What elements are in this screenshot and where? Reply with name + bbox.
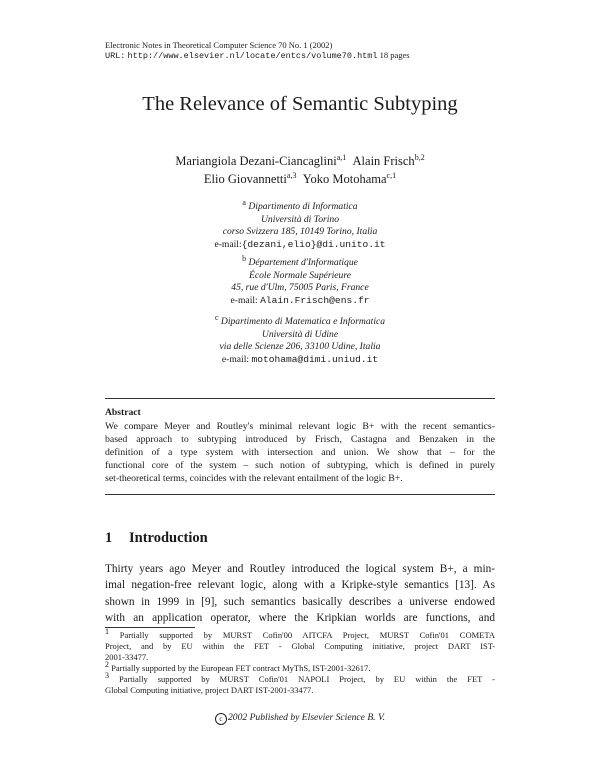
footnote-3 bbox=[105, 671, 495, 696]
section-title: Introduction bbox=[129, 530, 208, 546]
page-count: 18 pages bbox=[379, 50, 410, 60]
abstract-line: set-theoretical terms, coincides with the relevant entailment of the logic B+. bbox=[105, 473, 403, 484]
abstract-top-rule bbox=[105, 398, 495, 399]
body-line: Thirty years ago Meyer and Routley introduced the logical system B+, a min- bbox=[105, 563, 495, 575]
footnote-line: Global Computing initiative, project DART IST-2001-33477. bbox=[105, 684, 314, 695]
email-address: Alain.Frisch@ens.fr bbox=[260, 294, 370, 306]
affiliation-dept: Département d'Informatique bbox=[248, 257, 358, 268]
author-name: Alain Frisch bbox=[352, 154, 415, 168]
copyright-footer bbox=[0, 712, 600, 725]
journal-name: Electronic Notes in Theoretical Computer Science 70 No. 1 (2002) bbox=[105, 40, 333, 50]
journal-line bbox=[105, 40, 332, 50]
footnote-line: 2001-33477. bbox=[105, 651, 149, 662]
affiliation-mark: c bbox=[214, 312, 219, 322]
footnote-line: Project, and by EU within the FET - Global Computing initiative, project DART IST- bbox=[105, 640, 495, 651]
footnote-rule bbox=[105, 627, 195, 628]
abstract-bottom-rule bbox=[105, 494, 495, 495]
copyright-icon: c bbox=[215, 713, 227, 725]
affiliation-dept: Dipartimento di Matematica e Informatica bbox=[220, 316, 386, 327]
affiliation-inst: Università di Torino bbox=[260, 213, 339, 225]
footnote-line: Partially supported by MURST Cofin'01 NAPOLI Project, by EU within the FET - bbox=[118, 674, 495, 684]
footnote-mark: 2 bbox=[105, 660, 109, 670]
affiliation-addr: 45, rue d'Ulm, 75005 Paris, France bbox=[231, 282, 369, 293]
section-heading bbox=[105, 530, 208, 547]
author-sup: a,1 bbox=[336, 152, 347, 162]
email-label: e-mail: bbox=[230, 294, 258, 306]
abstract-line: based approach to subtyping introduced by Frisch, Castagna and Benzaken in the bbox=[105, 434, 495, 445]
affiliation-inst: École Normale Supérieure bbox=[249, 269, 351, 281]
email-label: e-mail: bbox=[221, 353, 250, 365]
footnote-mark: 1 bbox=[105, 627, 109, 637]
footnote-2 bbox=[105, 660, 495, 674]
section-number: 1 bbox=[105, 530, 113, 546]
affiliation-mark: b bbox=[242, 253, 247, 263]
abstract-line: We compare Meyer and Routley's minimal relevant logic B+ with the recent semantics- bbox=[105, 421, 495, 432]
abstract-line: definition of a type system with intersection and union. We show that – for the bbox=[105, 447, 495, 458]
url-label: URL: bbox=[105, 51, 126, 61]
email-address: {dezani,elio}@di.unito.it bbox=[241, 238, 386, 250]
body-line: imal negation-free relevant logic, along with a Kripke-style semantics [13]. As bbox=[105, 579, 495, 592]
author-sup: c,1 bbox=[386, 170, 397, 180]
author-name: Elio Giovannetti bbox=[203, 172, 287, 186]
body-line: with an application operator, where the Kripkian worlds are functions, and bbox=[105, 611, 495, 624]
affiliation-addr: via delle Scienze 206, 33100 Udine, Italia bbox=[219, 341, 381, 352]
affiliation-mark: a bbox=[242, 197, 246, 207]
author-name: Yoko Motohama bbox=[302, 172, 387, 186]
footnote-line: Partially supported by the European FET contract MyThS, IST-2001-32617. bbox=[111, 663, 371, 673]
body-line: shown in 1999 in [9], such semantics basically describes a universe endowed bbox=[105, 595, 495, 608]
affiliation-c bbox=[0, 312, 600, 366]
abstract-heading: Abstract bbox=[105, 407, 141, 418]
paper-title: The Relevance of Semantic Subtyping bbox=[142, 93, 458, 115]
url-link[interactable]: http://www.elsevier.nl/locate/entcs/volume70.html bbox=[127, 51, 378, 61]
url-line bbox=[105, 50, 410, 61]
footnote-mark: 3 bbox=[105, 671, 109, 681]
footnote-line: Partially supported by MURST Cofin'00 AITCFA Project, MURST Cofin'01 COMETA bbox=[119, 630, 495, 640]
abstract-line: functional core of the system – such notion of subtyping, which is defined in purely bbox=[105, 460, 495, 471]
abstract-text bbox=[105, 420, 495, 485]
affiliation-b bbox=[0, 253, 600, 307]
email-address: motohama@dimi.uniud.it bbox=[251, 353, 379, 365]
author-name: Mariangiola Dezani-Ciancaglini bbox=[175, 154, 337, 168]
affiliation-a bbox=[0, 197, 600, 251]
authors-line-2 bbox=[0, 172, 600, 187]
affiliation-addr: corso Svizzera 185, 10149 Torino, Italia bbox=[222, 226, 378, 237]
email-label: e-mail: bbox=[214, 238, 242, 250]
author-sup: b,2 bbox=[414, 152, 425, 162]
section-body bbox=[105, 561, 495, 626]
affiliation-dept: Dipartimento di Informatica bbox=[248, 201, 358, 212]
copyright-text: 2002 Published by Elsevier Science B. V. bbox=[227, 712, 385, 723]
authors-line-1 bbox=[0, 154, 600, 169]
author-sup: a,3 bbox=[286, 170, 297, 180]
affiliation-inst: Università di Udine bbox=[261, 328, 339, 340]
footnote-1 bbox=[105, 627, 495, 662]
